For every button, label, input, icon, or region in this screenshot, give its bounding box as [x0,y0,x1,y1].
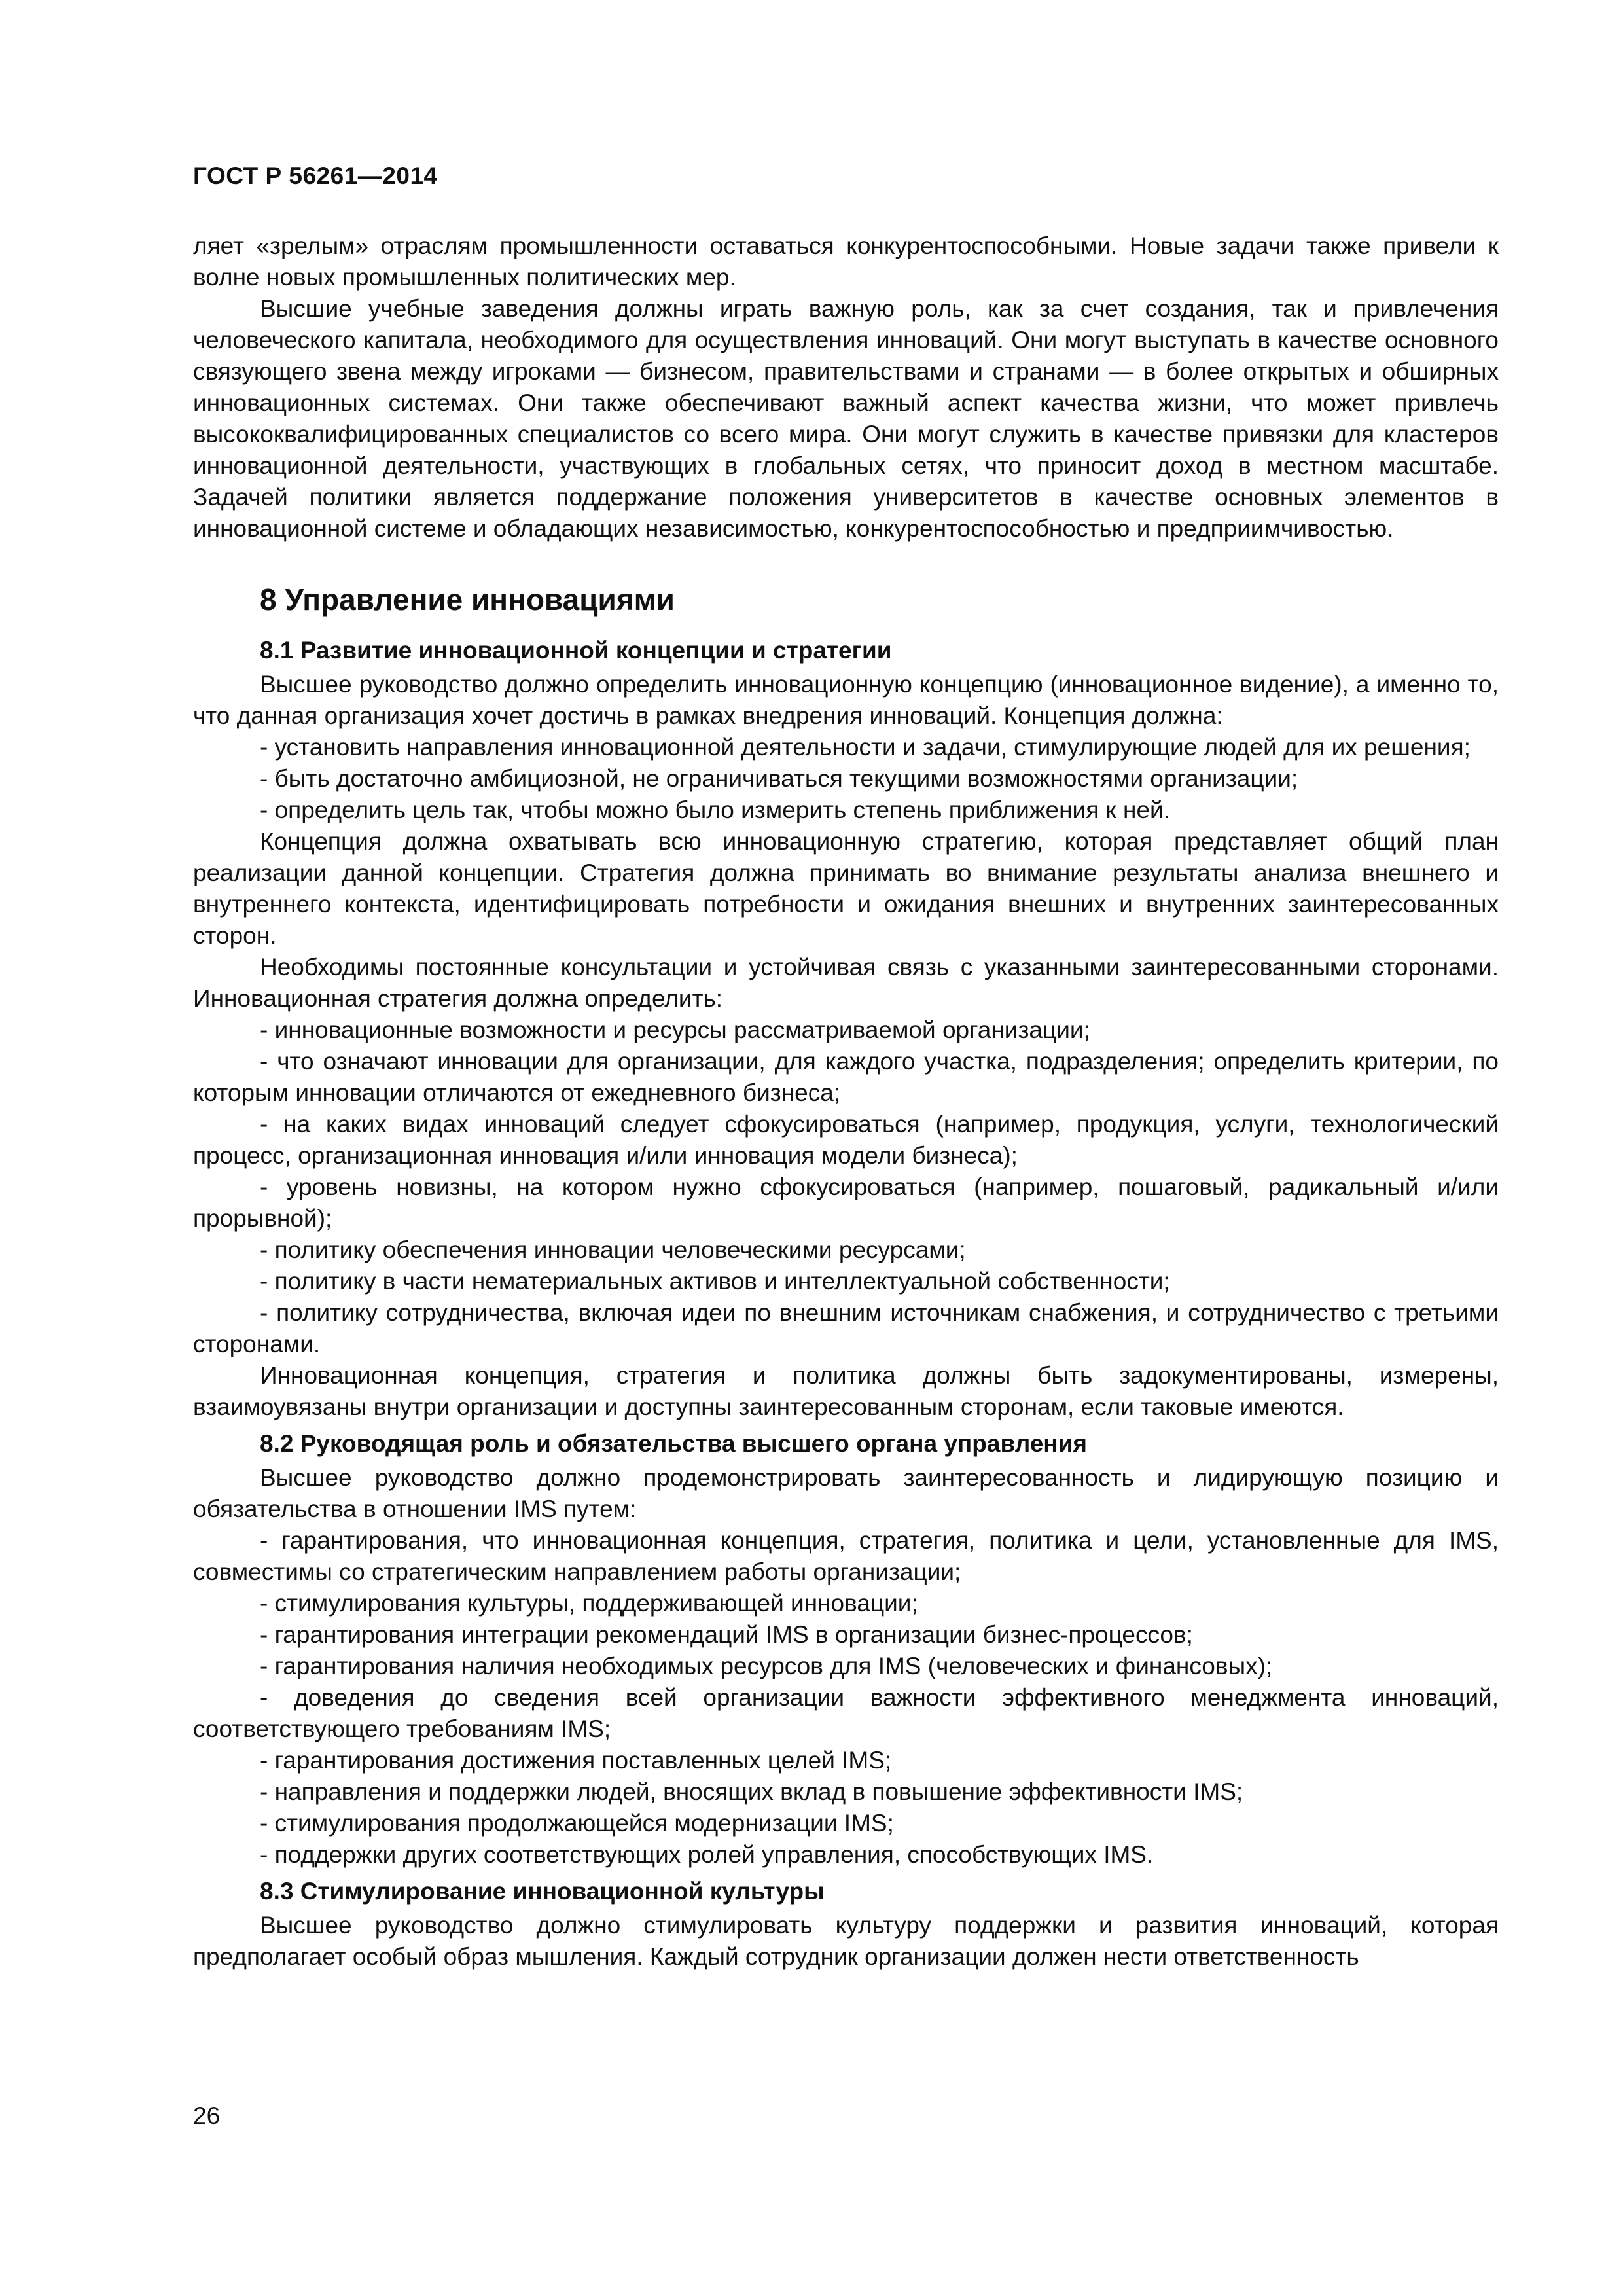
subsection-heading: 8.3 Стимулирование инновационной культуры [260,1878,825,1905]
list-item: - политику обеспечения инновации человеческими ресурсами; [260,1236,966,1263]
paragraph: Инновационная концепция, стратегия и политика должны быть задокументированы, измерены, взаимоувязаны внутри организации и доступны заинтересованным сторонам, если таковые имеются. [193,1362,1499,1420]
document-body [193,230,1499,1973]
list-item: - гарантирования наличия необходимых ресурсов для IMS (человеческих и финансовых); [260,1653,1273,1679]
list-item: - стимулирования продолжающейся модернизации IMS; [260,1810,894,1837]
list-item: - гарантирования, что инновационная концепция, стратегия, политика и цели, установленные для IMS, совместимы со стратегическим направлением работы организации; [193,1527,1499,1585]
list-item: - политику в части нематериальных активов и интеллектуальной собственности; [260,1268,1170,1295]
list-item: - определить цель так, чтобы можно было измерить степень приближения к ней. [260,797,1170,823]
paragraph: Высшее руководство должно определить инновационную концепцию (инновационное видение), а именно то, что данная организация хочет достичь в рамках внедрения инноваций. Концепция должна: [193,671,1499,729]
list-item: - быть достаточно амбициозной, не ограничиваться текущими возможностями организации; [260,765,1298,792]
list-item: - инновационные возможности и ресурсы рассматриваемой организации; [260,1016,1090,1043]
list-item: - политику сотрудничества, включая идеи по внешним источникам снабжения, и сотрудничество с третьими сторонами. [193,1299,1499,1357]
paragraph: Концепция должна охватывать всю инновационную стратегию, которая представляет общий план реализации данной концепции. Стратегия должна принимать во внимание результаты анализа внешнего и внутреннего контекста, идентифицировать потребности и ожидания внешних и внутренних заинтересованных сторон. [193,828,1499,949]
list-item: - гарантирования достижения поставленных целей IMS; [260,1747,892,1774]
list-item: - направления и поддержки людей, вносящих вклад в повышение эффективности IMS; [260,1778,1243,1805]
list-item: - что означают инновации для организации, для каждого участка, подразделения; определить критерии, по которым инновации отличаются от ежедневного бизнеса; [193,1048,1499,1106]
paragraph: Высшее руководство должно продемонстрировать заинтересованность и лидирующую позицию и обязательства в отношении IMS путем: [193,1464,1499,1522]
list-item: - установить направления инновационной деятельности и задачи, стимулирующие людей для их решения; [260,734,1471,761]
paragraph: Необходимы постоянные консультации и устойчивая связь с указанными заинтересованными сторонами. Инновационная стратегия должна определить: [193,954,1499,1012]
list-item: - поддержки других соответствующих ролей управления, способствующих IMS. [260,1841,1154,1868]
paragraph: Высшие учебные заведения должны играть важную роль, как за счет создания, так и привлечения человеческого капитала, необходимого для осуществления инноваций. Они могут выступать в качестве основного связующего звена между игроками — бизнесом, правительствами и странами — в более открытых и обширных инновационных системах. Они также обеспечивают важный аспект качества жизни, что может привлечь высококвалифицированных специалистов со всего мира. Они могут служить в качестве привязки для кластеров инновационной деятельности, участвующих в глобальных сетях, что приносит доход в местном масштабе. Задачей политики является поддержание положения университетов в качестве основных элементов в инновационной системе и обладающих независимостью, конкурентоспособностью и предприимчивостью. [193,295,1499,542]
subsection-heading: 8.1 Развитие инновационной концепции и стратегии [260,637,892,664]
list-item: - на каких видах инноваций следует сфокусироваться (например, продукция, услуги, технологический процесс, организационная инновация и/или инновация модели бизнеса); [193,1111,1499,1169]
page-number: 26 [193,2102,221,2129]
subsection-heading: 8.2 Руководящая роль и обязательства высшего органа управления [260,1430,1087,1457]
paragraph: ляет «зрелым» отраслям промышленности оставаться конкурентоспособными. Новые задачи также привели к волне новых промышленных политических мер. [193,232,1499,291]
list-item: - стимулирования культуры, поддерживающей инновации; [260,1590,918,1617]
paragraph: Высшее руководство должно стимулировать культуру поддержки и развития инноваций, которая предполагает особый образ мышления. Каждый сотрудник организации должен нести ответственность [193,1912,1499,1970]
list-item: - уровень новизны, на котором нужно сфокусироваться (например, пошаговый, радикальный и/или прорывной); [193,1174,1499,1232]
list-item: - доведения до сведения всей организации важности эффективного менеджмента инноваций, соответствующего требованиям IMS; [193,1684,1499,1742]
list-item: - гарантирования интеграции рекомендаций IMS в организации бизнес-процессов; [260,1621,1193,1648]
document-header: ГОСТ Р 56261—2014 [193,162,438,189]
section-heading: 8 Управление инновациями [260,583,675,617]
